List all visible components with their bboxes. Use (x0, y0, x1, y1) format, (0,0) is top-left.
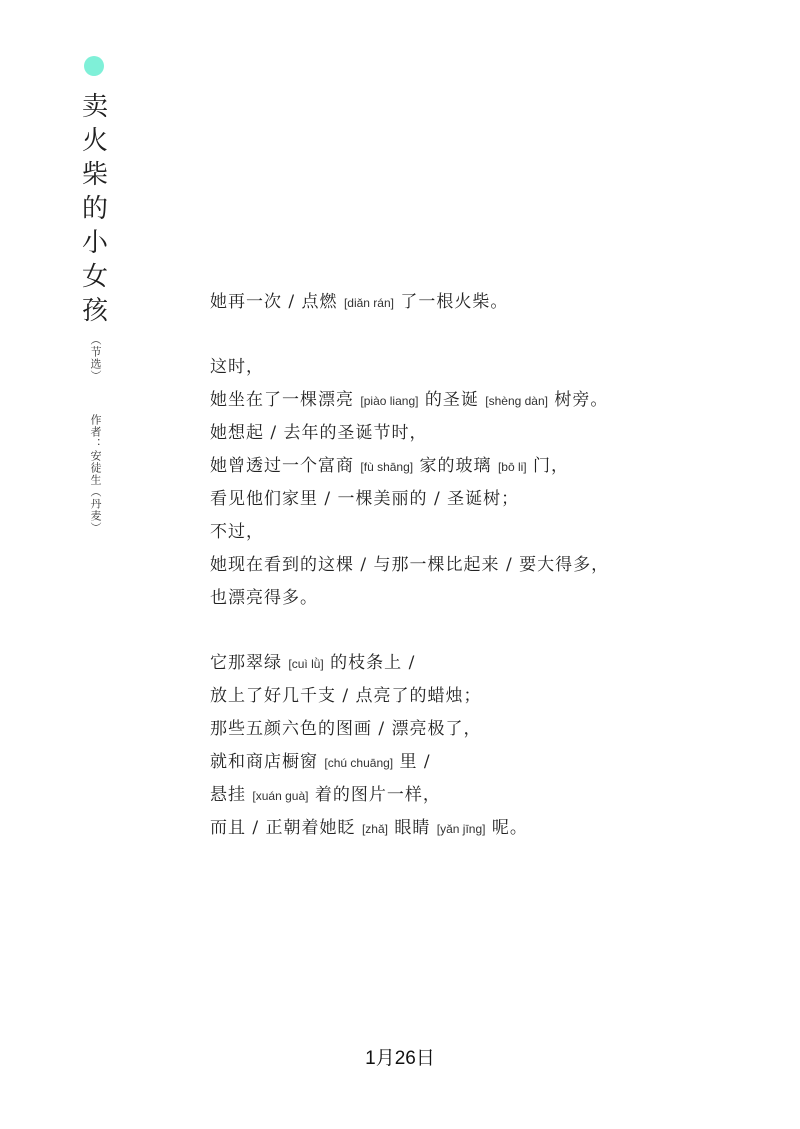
title-char: 小 (81, 228, 108, 258)
line-text: 那些五颜六色的图画 / 漂亮极了， (210, 719, 482, 739)
pinyin-annotation: [diǎn rán] (343, 296, 394, 310)
line-text: 了一根火柴。 (394, 292, 509, 312)
poem-line (210, 812, 770, 845)
title-char: 的 (81, 194, 108, 224)
line-text: 呢。 (485, 818, 528, 838)
line-text: 不过， (210, 522, 264, 542)
poem-line (210, 549, 770, 582)
stanza (210, 647, 770, 845)
pinyin-annotation: [piào liang] (360, 394, 419, 408)
vertical-title-column (80, 90, 110, 534)
line-text: 它那翠绿 (210, 653, 289, 673)
line-text: 里 / (393, 752, 431, 772)
line-text: 着的图片一样， (308, 785, 441, 805)
poem-line (210, 351, 770, 384)
poem-line (210, 680, 770, 713)
poem-line (210, 516, 770, 549)
line-text: 她坐在了一棵漂亮 (210, 390, 361, 410)
line-text: 家的玻璃 (413, 456, 498, 476)
page-date: 1月26日 (365, 1048, 435, 1069)
subtitle: （节选） (89, 334, 102, 382)
line-text: 看见他们家里 / 一棵美丽的 / 圣诞树； (210, 489, 520, 509)
author-line: 作者：安徒生（丹麦） (89, 414, 102, 534)
line-text: 她曾透过一个富商 (210, 456, 361, 476)
pinyin-annotation: [xuán guà] (252, 789, 309, 803)
line-text: 眼睛 (387, 818, 437, 838)
line-text: 放上了好几千支 / 点亮了的蜡烛； (210, 686, 482, 706)
poem-line (210, 582, 770, 615)
line-text: 她想起 / 去年的圣诞节时， (210, 423, 428, 443)
line-text: 这时， (210, 357, 264, 377)
poem-line (210, 450, 770, 483)
line-text: 就和商店橱窗 (210, 752, 325, 772)
line-text: 她再一次 / 点燃 (210, 292, 344, 312)
line-text: 也漂亮得多。 (210, 588, 318, 608)
line-text: 她现在看到的这棵 / 与那一棵比起来 / 要大得多， (210, 555, 610, 575)
line-text: 悬挂 (210, 785, 253, 805)
pinyin-annotation: [bō li] (497, 460, 527, 474)
poem-text (210, 286, 770, 877)
poem-line (210, 384, 770, 417)
pinyin-annotation: [chú chuāng] (324, 756, 394, 770)
stanza (210, 351, 770, 615)
pinyin-annotation: [zhǎ] (361, 822, 388, 836)
stanza (210, 286, 770, 319)
pinyin-annotation: [shèng dàn] (485, 394, 548, 408)
poem-line (210, 746, 770, 779)
line-text: 而且 / 正朝着她眨 (210, 818, 362, 838)
poem-line (210, 417, 770, 450)
title-char: 柴 (81, 160, 108, 190)
pinyin-annotation: [cuì lǜ] (288, 657, 324, 671)
line-text: 树旁。 (547, 390, 609, 410)
accent-dot (84, 56, 104, 76)
line-text: 的圣诞 (418, 390, 486, 410)
poem-line (210, 286, 770, 319)
poem-line (210, 713, 770, 746)
line-text: 门， (526, 456, 570, 476)
line-text: 的枝条上 / (323, 653, 416, 673)
title-char: 女 (81, 262, 108, 292)
poem-line (210, 647, 770, 680)
title-char: 卖 (81, 92, 108, 122)
title-char: 火 (81, 126, 108, 156)
pinyin-annotation: [fù shāng] (360, 460, 414, 474)
pinyin-annotation: [yǎn jīng] (436, 822, 486, 836)
poem-line (210, 779, 770, 812)
poem-line (210, 483, 770, 516)
title-char: 孩 (81, 296, 108, 326)
